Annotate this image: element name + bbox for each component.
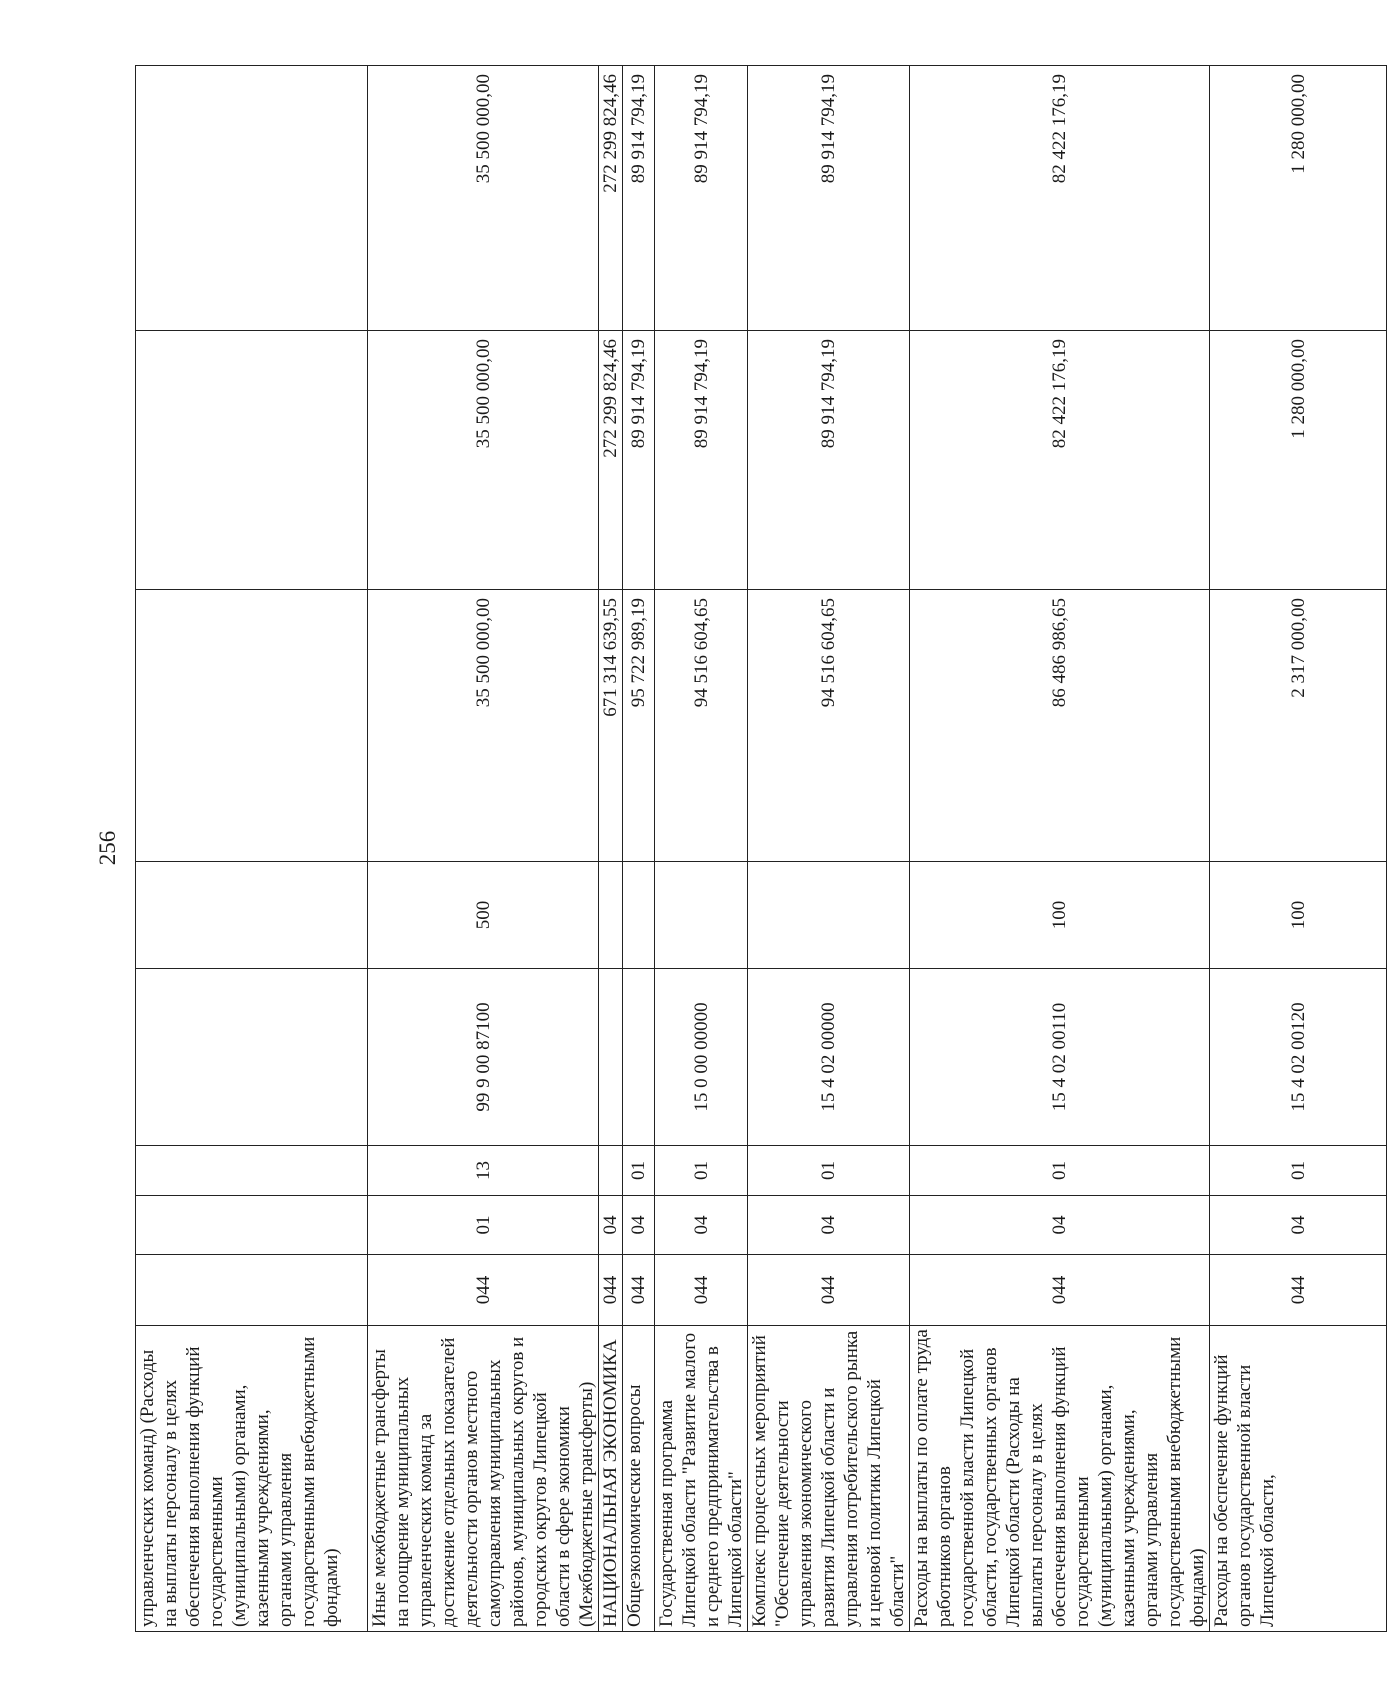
table-row: [1210, 66, 1387, 1632]
table-row: [368, 66, 599, 1632]
ved-code: 044: [1210, 1255, 1387, 1326]
section-code: 04: [1210, 1196, 1387, 1255]
ved-code: 044: [623, 1255, 655, 1326]
amount-year-2: 89 914 794,19: [748, 331, 910, 590]
page-number: 256: [95, 830, 120, 866]
budget-table: [135, 65, 1387, 1632]
expense-type-code: [623, 862, 655, 969]
target-article-code: 99 9 00 87100: [368, 969, 599, 1146]
section-code: 04: [910, 1196, 1210, 1255]
row-description: Государственная программа Липецкой области "Развитие малого и среднего предпринимательства в Липецкой области": [655, 1326, 748, 1632]
table-row: [748, 66, 910, 1632]
amount-year-1: 35 500 000,00: [368, 590, 599, 862]
amount-year-3: 35 500 000,00: [368, 66, 599, 331]
table-row: [910, 66, 1210, 1632]
amount-year-3: 1 280 000,00: [1210, 66, 1387, 331]
expense-type-code: [655, 862, 748, 969]
expense-type-code: [748, 862, 910, 969]
amount-year-2: [136, 331, 368, 590]
amount-year-2: 89 914 794,19: [623, 331, 655, 590]
row-description: Расходы на выплаты по оплате труда работников органов государственной власти Липецкой области, государственных органов Липецкой области (Расходы на выплаты персоналу в целях обеспечения выполнения функций государственными (муниципальными) органами, казенными учреждениями, органами управления государственными внебюджетными фондами): [910, 1326, 1210, 1632]
ved-code: 044: [655, 1255, 748, 1326]
amount-year-1: 86 486 986,65: [910, 590, 1210, 862]
expense-type-code: 100: [1210, 862, 1387, 969]
amount-year-3: [136, 66, 368, 331]
section-code: 04: [623, 1196, 655, 1255]
target-article-code: 15 0 00 00000: [655, 969, 748, 1146]
ved-code: 044: [748, 1255, 910, 1326]
ved-code: 044: [599, 1255, 623, 1326]
amount-year-3: 272 299 824,46: [599, 66, 623, 331]
row-description: Иные межбюджетные трансферты на поощрение муниципальных управленческих команд за достижение отдельных показателей деятельности органов местного самоуправления муниципальных районов, муниципальных округов и городских округов Липецкой области в сфере экономики (Межбюджетные трансферты): [368, 1326, 599, 1632]
amount-year-2: 89 914 794,19: [655, 331, 748, 590]
target-article-code: 15 4 02 00000: [748, 969, 910, 1146]
amount-year-2: 82 422 176,19: [910, 331, 1210, 590]
table-row: [655, 66, 748, 1632]
ved-code: 044: [368, 1255, 599, 1326]
amount-year-2: 272 299 824,46: [599, 331, 623, 590]
amount-year-1: 2 317 000,00: [1210, 590, 1387, 862]
section-code: 04: [748, 1196, 910, 1255]
subsection-code: 01: [655, 1146, 748, 1196]
table-body: [136, 66, 1387, 1632]
amount-year-1: 95 722 989,19: [623, 590, 655, 862]
target-article-code: [599, 969, 623, 1146]
expense-type-code: 500: [368, 862, 599, 969]
amount-year-3: 82 422 176,19: [910, 66, 1210, 331]
expense-type-code: 100: [910, 862, 1210, 969]
expense-type-code: [136, 862, 368, 969]
section-code: 01: [368, 1196, 599, 1255]
amount-year-3: 89 914 794,19: [655, 66, 748, 331]
target-article-code: 15 4 02 00120: [1210, 969, 1387, 1146]
table-row: [623, 66, 655, 1632]
amount-year-1: [136, 590, 368, 862]
row-description: Комплекс процессных мероприятий "Обеспечение деятельности управления экономического развития Липецкой области и управления потребительского рынка и ценовой политики Липецкой области": [748, 1326, 910, 1632]
amount-year-1: 94 516 604,65: [655, 590, 748, 862]
subsection-code: 01: [623, 1146, 655, 1196]
subsection-code: [599, 1146, 623, 1196]
subsection-code: 01: [910, 1146, 1210, 1196]
amount-year-3: 89 914 794,19: [748, 66, 910, 331]
target-article-code: [136, 969, 368, 1146]
amount-year-2: 35 500 000,00: [368, 331, 599, 590]
section-code: 04: [655, 1196, 748, 1255]
budget-table-area: [135, 66, 1309, 1632]
row-description: Общеэкономические вопросы: [623, 1326, 655, 1632]
table-row: [599, 66, 623, 1632]
row-description: управленческих команд) (Расходы на выплаты персоналу в целях обеспечения выполнения функций государственными (муниципальными) органами, казенными учреждениями, органами управления государственными внебюджетными фондами): [136, 1326, 368, 1632]
section-code: [136, 1196, 368, 1255]
subsection-code: 01: [1210, 1146, 1387, 1196]
amount-year-1: 671 314 639,55: [599, 590, 623, 862]
rotated-page-content: [135, 66, 1309, 1632]
amount-year-3: 89 914 794,19: [623, 66, 655, 331]
ved-code: [136, 1255, 368, 1326]
subsection-code: 13: [368, 1146, 599, 1196]
table-row: [136, 66, 368, 1632]
expense-type-code: [599, 862, 623, 969]
target-article-code: 15 4 02 00110: [910, 969, 1210, 1146]
row-description: Расходы на обеспечение функций органов государственной власти Липецкой области,: [1210, 1326, 1387, 1632]
subsection-code: [136, 1146, 368, 1196]
section-code: 04: [599, 1196, 623, 1255]
subsection-code: 01: [748, 1146, 910, 1196]
row-description: НАЦИОНАЛЬНАЯ ЭКОНОМИКА: [599, 1326, 623, 1632]
amount-year-1: 94 516 604,65: [748, 590, 910, 862]
target-article-code: [623, 969, 655, 1146]
ved-code: 044: [910, 1255, 1210, 1326]
amount-year-2: 1 280 000,00: [1210, 331, 1387, 590]
